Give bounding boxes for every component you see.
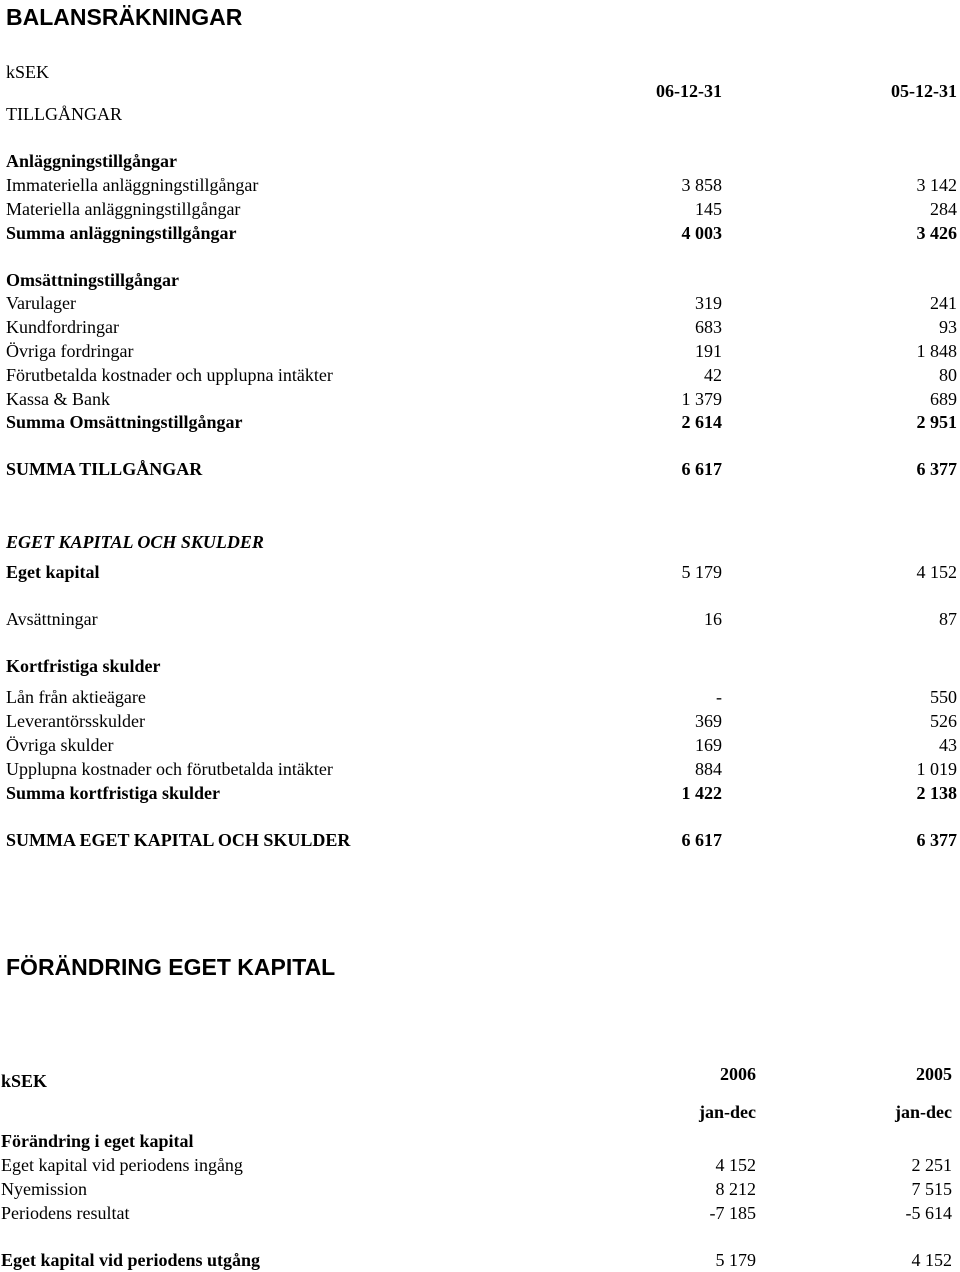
equity-change-title: FÖRÄNDRING EGET KAPITAL [6,954,336,980]
subtotal-value-2006: 4 003 [681,223,722,243]
table-row [0,339,960,363]
section-header-row [0,149,960,173]
total-row [0,457,960,481]
row-label: Eget kapital vid periodens ingång [1,1155,243,1175]
equity-value-2006: 5 179 [681,562,722,582]
row-value-2006: 319 [695,293,722,313]
table-row [0,363,960,387]
equity-label: Eget kapital [6,562,100,582]
liabilities-header: EGET KAPITAL OCH SKULDER [6,532,264,552]
date-column-2: 05-12-31 [891,81,957,101]
table-row [0,1201,960,1225]
row-value-2005: 43 [939,735,957,755]
closing-equity-2005: 4 152 [911,1250,952,1270]
table-row [0,173,960,197]
closing-equity-label: Eget kapital vid periodens utgång [1,1250,261,1270]
row-label: Kundfordringar [6,317,119,337]
row-value-2005: 93 [939,317,957,337]
fixed-assets-header: Anläggningstillgångar [6,151,178,171]
table-row [0,733,960,757]
subtotal-row [0,410,960,434]
section-header-row [0,268,960,292]
row-value-2006: 191 [695,341,722,361]
total-assets-2006: 6 617 [681,459,722,479]
row-value-2006: 145 [695,199,722,219]
total-liabilities-2006: 6 617 [681,830,722,850]
subtotal-row [0,221,960,245]
table-row [0,387,960,411]
equity-value-2005: 4 152 [916,562,957,582]
unit-label-row [0,1069,960,1093]
assets-header-row [0,102,960,126]
subtotal-row [0,781,960,805]
row-value-2005: 2 251 [911,1155,952,1175]
period-column-1: jan-dec [699,1102,756,1122]
unit-label: kSEK [6,62,50,82]
section-header-row [0,1129,960,1153]
table-row [0,685,960,709]
table-row [0,315,960,339]
subtotal-value-2005: 2 138 [916,783,957,803]
row-value-2005: 526 [930,711,957,731]
table-row [0,197,960,221]
total-row [0,828,960,852]
row-value-2006: 683 [695,317,722,337]
row-label: Nyemission [1,1179,88,1199]
total-liabilities-2005: 6 377 [916,830,957,850]
row-label: Periodens resultat [1,1203,130,1223]
year-column-2: 2005 [916,1064,952,1084]
row-label: Leverantörsskulder [6,711,145,731]
row-label: Materiella anläggningstillgångar [6,199,241,219]
section-header-row [0,654,960,678]
row-value-2006: 8 212 [715,1179,756,1199]
row-value-2006: 3 858 [681,175,722,195]
provisions-value-2006: 16 [704,609,722,629]
row-value-2005: 7 515 [911,1179,952,1199]
short-liabilities-header: Kortfristiga skulder [6,656,161,676]
row-value-2005: 241 [930,293,957,313]
row-value-2005: 284 [930,199,957,219]
unit-label: kSEK [1,1071,48,1091]
table-row [0,291,960,315]
row-value-2006: 369 [695,711,722,731]
table-row [0,1177,960,1201]
row-value-2005: -5 614 [905,1203,952,1223]
provisions-value-2005: 87 [939,609,957,629]
row-label: Övriga fordringar [6,341,134,361]
closing-equity-2006: 5 179 [715,1250,756,1270]
table-row [0,1153,960,1177]
current-assets-header: Omsättningstillgångar [6,270,180,290]
total-liabilities-label: SUMMA EGET KAPITAL OCH SKULDER [6,830,351,850]
row-value-2006: -7 185 [709,1203,756,1223]
period-column-2: jan-dec [895,1102,952,1122]
total-assets-2005: 6 377 [916,459,957,479]
total-row [0,1248,960,1272]
date-column-1: 06-12-31 [656,81,722,101]
equity-change-header: Förändring i eget kapital [1,1131,194,1151]
row-value-2005: 550 [930,687,957,707]
subtotal-value-2006: 2 614 [681,412,722,432]
subtotal-value-2006: 1 422 [681,783,722,803]
row-value-2006: 1 379 [681,389,722,409]
equity-row [0,560,960,584]
liabilities-header-row [0,530,960,554]
date-header-row [0,79,960,103]
row-label: Övriga skulder [6,735,114,755]
balance-sheet-title: BALANSRÄKNINGAR [6,4,243,30]
row-label: Immateriella anläggningstillgångar [6,175,259,195]
year-column-1: 2006 [720,1064,756,1084]
row-value-2006: 4 152 [715,1155,756,1175]
subtotal-value-2005: 2 951 [916,412,957,432]
row-value-2005: 80 [939,365,957,385]
row-label: Lån från aktieägare [6,687,146,707]
row-label: Upplupna kostnader och förutbetalda intäkter [6,759,333,779]
row-label: Kassa & Bank [6,389,110,409]
row-value-2005: 689 [930,389,957,409]
period-header-row [0,1100,960,1124]
row-value-2006: - [716,687,722,707]
table-row [0,757,960,781]
provisions-label: Avsättningar [6,609,98,629]
table-row [0,709,960,733]
assets-header: TILLGÅNGAR [6,104,122,124]
provisions-row [0,607,960,631]
row-label: Förutbetalda kostnader och upplupna intäkter [6,365,333,385]
row-value-2006: 884 [695,759,722,779]
row-value-2006: 169 [695,735,722,755]
row-value-2006: 42 [704,365,722,385]
total-assets-label: SUMMA TILLGÅNGAR [6,459,203,479]
subtotal-label: Summa kortfristiga skulder [6,783,221,803]
subtotal-label: Summa anläggningstillgångar [6,223,237,243]
row-value-2005: 3 142 [916,175,957,195]
subtotal-label: Summa Omsättningstillgångar [6,412,243,432]
row-label: Varulager [6,293,76,313]
row-value-2005: 1 848 [916,341,957,361]
subtotal-value-2005: 3 426 [916,223,957,243]
row-value-2005: 1 019 [916,759,957,779]
